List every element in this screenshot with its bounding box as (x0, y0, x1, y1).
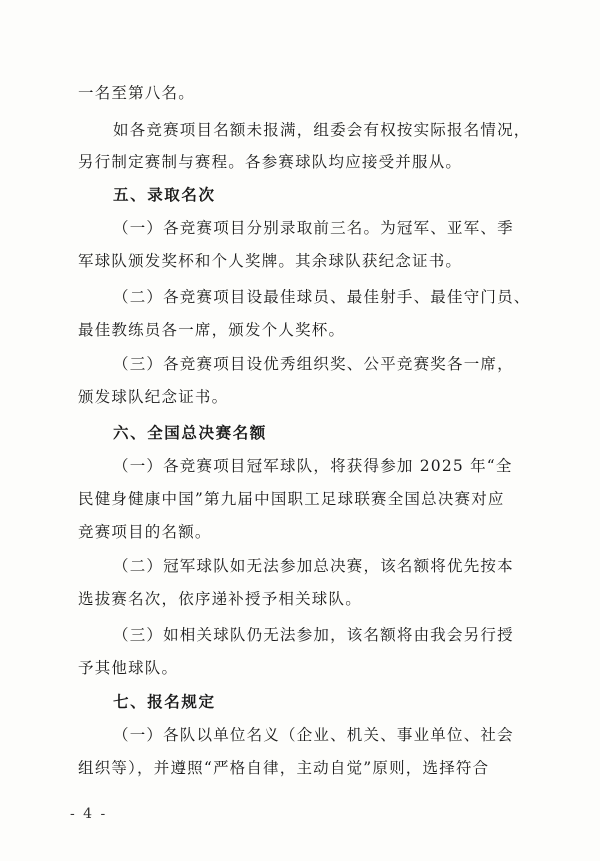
body-line: 一名至第八名。 (78, 84, 195, 102)
body-line: 竞赛项目的名额。 (78, 523, 212, 541)
body-line: （一）各队以单位名义（企业、机关、事业单位、社会 (113, 726, 514, 744)
body-line: 予其他球队。 (78, 659, 179, 677)
section-heading: 六、全国总决赛名额 (113, 424, 267, 442)
section-heading: 七、报名规定 (113, 693, 216, 711)
body-line: 颁发球队纪念证书。 (78, 388, 229, 406)
body-line: （一）各竞赛项目冠军球队，将获得参加 2025 年“全 (113, 457, 513, 475)
body-line: 另行制定赛制与赛程。各参赛球队均应接受并服从。 (78, 153, 463, 171)
body-line: 民健身健康中国”第九届中国职工足球联赛全国总决赛对应 (78, 490, 505, 508)
body-line: （二）冠军球队如无法参加总决赛，该名额将优先按本 (113, 557, 514, 575)
body-line: （三）如相关球队仍无法参加，该名额将由我会另行授 (113, 626, 514, 644)
section-heading: 五、录取名次 (113, 186, 216, 204)
body-line: 组织等），并遵照“严格自律，主动自觉”原则，选择符合 (78, 759, 490, 777)
body-line: 选拔赛名次，依序递补授予相关球队。 (78, 590, 362, 608)
body-line: （二）各竞赛项目设最佳球员、最佳射手、最佳守门员、 (113, 288, 531, 306)
page-number: - 4 - (70, 806, 108, 822)
body-line: 军球队颁发奖杯和个人奖牌。其余球队获纪念证书。 (78, 252, 463, 270)
body-line: （一）各竞赛项目分别录取前三名。为冠军、亚军、季 (113, 219, 514, 237)
body-line: 如各竞赛项目名额未报满，组委会有权按实际报名情况， (113, 121, 531, 139)
body-line: （三）各竞赛项目设优秀组织奖、公平竞赛奖各一席， (113, 355, 514, 373)
body-line: 最佳教练员各一席，颁发个人奖杯。 (78, 321, 346, 339)
